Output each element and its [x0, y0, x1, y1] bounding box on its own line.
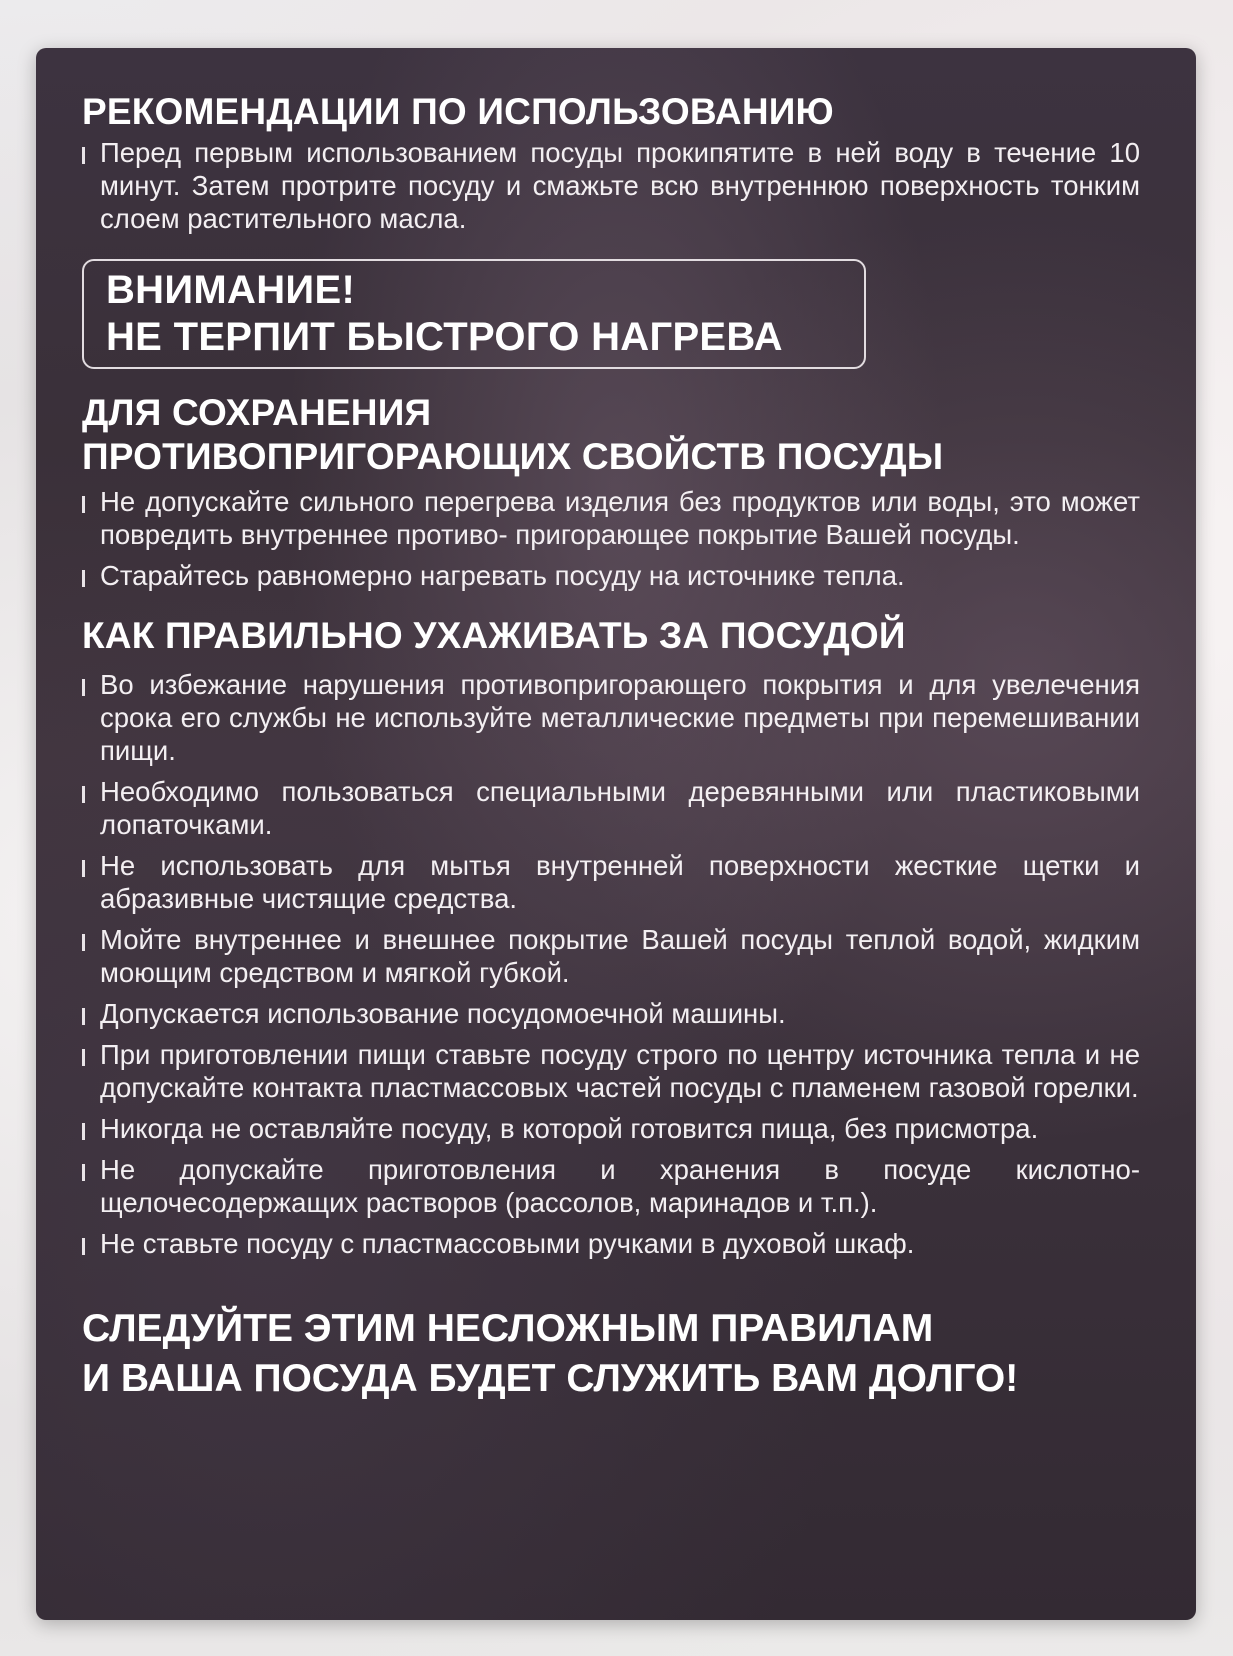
list-item-text: Не допускайте сильного перегрева изделия без продуктов или воды, это может повредить внутреннее противо- пригорающее покрытие Вашей посуды. — [100, 486, 1140, 550]
preservation-list — [82, 485, 1140, 592]
list-item-text: Допускается использование посудомоечной машины. — [100, 998, 786, 1029]
bullet-mark — [82, 1123, 85, 1140]
list-item — [82, 1227, 1140, 1260]
bullet-mark — [82, 1238, 85, 1255]
bullet-mark — [82, 679, 85, 696]
list-item — [82, 136, 1140, 235]
list-item — [82, 1038, 1140, 1104]
preservation-title-line1: ДЛЯ СОХРАНЕНИЯ — [82, 392, 432, 433]
list-item-text: Не ставьте посуду с пластмассовыми ручками в духовой шкаф. — [100, 1228, 915, 1259]
list-item — [82, 775, 1140, 841]
final-slogan — [82, 1304, 1140, 1404]
list-item-text: Перед первым использованием посуды прокипятите в ней воду в течение 10 минут. Затем протрите посуду и смажьте всю внутреннюю поверхность тонким слоем растительного масла. — [100, 137, 1140, 234]
list-item — [82, 485, 1140, 551]
list-item — [82, 997, 1140, 1030]
final-line2: И ВАША ПОСУДА БУДЕТ СЛУЖИТЬ ВАМ ДОЛГО! — [82, 1357, 1019, 1400]
list-item — [82, 849, 1140, 915]
list-item — [82, 668, 1140, 767]
list-item — [82, 923, 1140, 989]
preservation-title-line2: ПРОТИВОПРИГОРАЮЩИХ СВОЙСТВ ПОСУДЫ — [82, 436, 944, 477]
bullet-mark — [82, 860, 85, 877]
list-item-text: Во избежание нарушения противопригорающего покрытия и для увелечения срока его службы не используйте металлические предметы при перемешивании пищи. — [100, 669, 1140, 766]
list-item — [82, 1153, 1140, 1219]
care-title: КАК ПРАВИЛЬНО УХАЖИВАТЬ ЗА ПОСУДОЙ — [82, 615, 906, 656]
bullet-mark — [82, 570, 85, 587]
list-item-text: Мойте внутреннее и внешнее покрытие Вашей посуды теплой водой, жидким моющим средством и мягкой губкой. — [100, 924, 1140, 988]
usage-list — [82, 136, 1140, 235]
bullet-mark — [82, 934, 85, 951]
bullet-mark — [82, 1008, 85, 1025]
bullet-mark — [82, 1164, 85, 1181]
bullet-mark — [82, 1049, 85, 1066]
attention-box — [82, 259, 866, 369]
usage-title: РЕКОМЕНДАЦИИ ПО ИСПОЛЬЗОВАНИЮ — [82, 91, 834, 132]
list-item-text: Не допускайте приготовления и хранения в посуде кислотно-щелочесодержащих растворов (рассолов, маринадов и т.п.). — [100, 1154, 1140, 1218]
preservation-title — [82, 391, 1140, 479]
bullet-mark — [82, 147, 85, 164]
care-list — [82, 668, 1140, 1260]
list-item — [82, 1112, 1140, 1145]
list-item-text: Необходимо пользоваться специальными деревянными или пластиковыми лопаточками. — [100, 776, 1140, 840]
attention-text: НЕ ТЕРПИТ БЫСТРОГО НАГРЕВА — [106, 315, 783, 359]
list-item — [82, 559, 1140, 592]
list-item-text: Старайтесь равномерно нагревать посуду на источнике тепла. — [100, 560, 905, 591]
bullet-mark — [82, 786, 85, 803]
instructions-panel — [36, 48, 1196, 1620]
attention-heading: ВНИМАНИЕ! — [106, 268, 356, 312]
bullet-mark — [82, 496, 85, 513]
final-line1: СЛЕДУЙТЕ ЭТИМ НЕСЛОЖНЫМ ПРАВИЛАМ — [82, 1307, 934, 1350]
list-item-text: Никогда не оставляйте посуду, в которой готовится пища, без присмотра. — [100, 1113, 1039, 1144]
instructions-content — [82, 90, 1140, 1404]
list-item-text: Не использовать для мытья внутренней поверхности жесткие щетки и абразивные чистящие средства. — [100, 850, 1140, 914]
list-item-text: При приготовлении пищи ставьте посуду строго по центру источника тепла и не допускайте контакта пластмассовых частей посуды с пламенем газовой горелки. — [100, 1039, 1140, 1103]
